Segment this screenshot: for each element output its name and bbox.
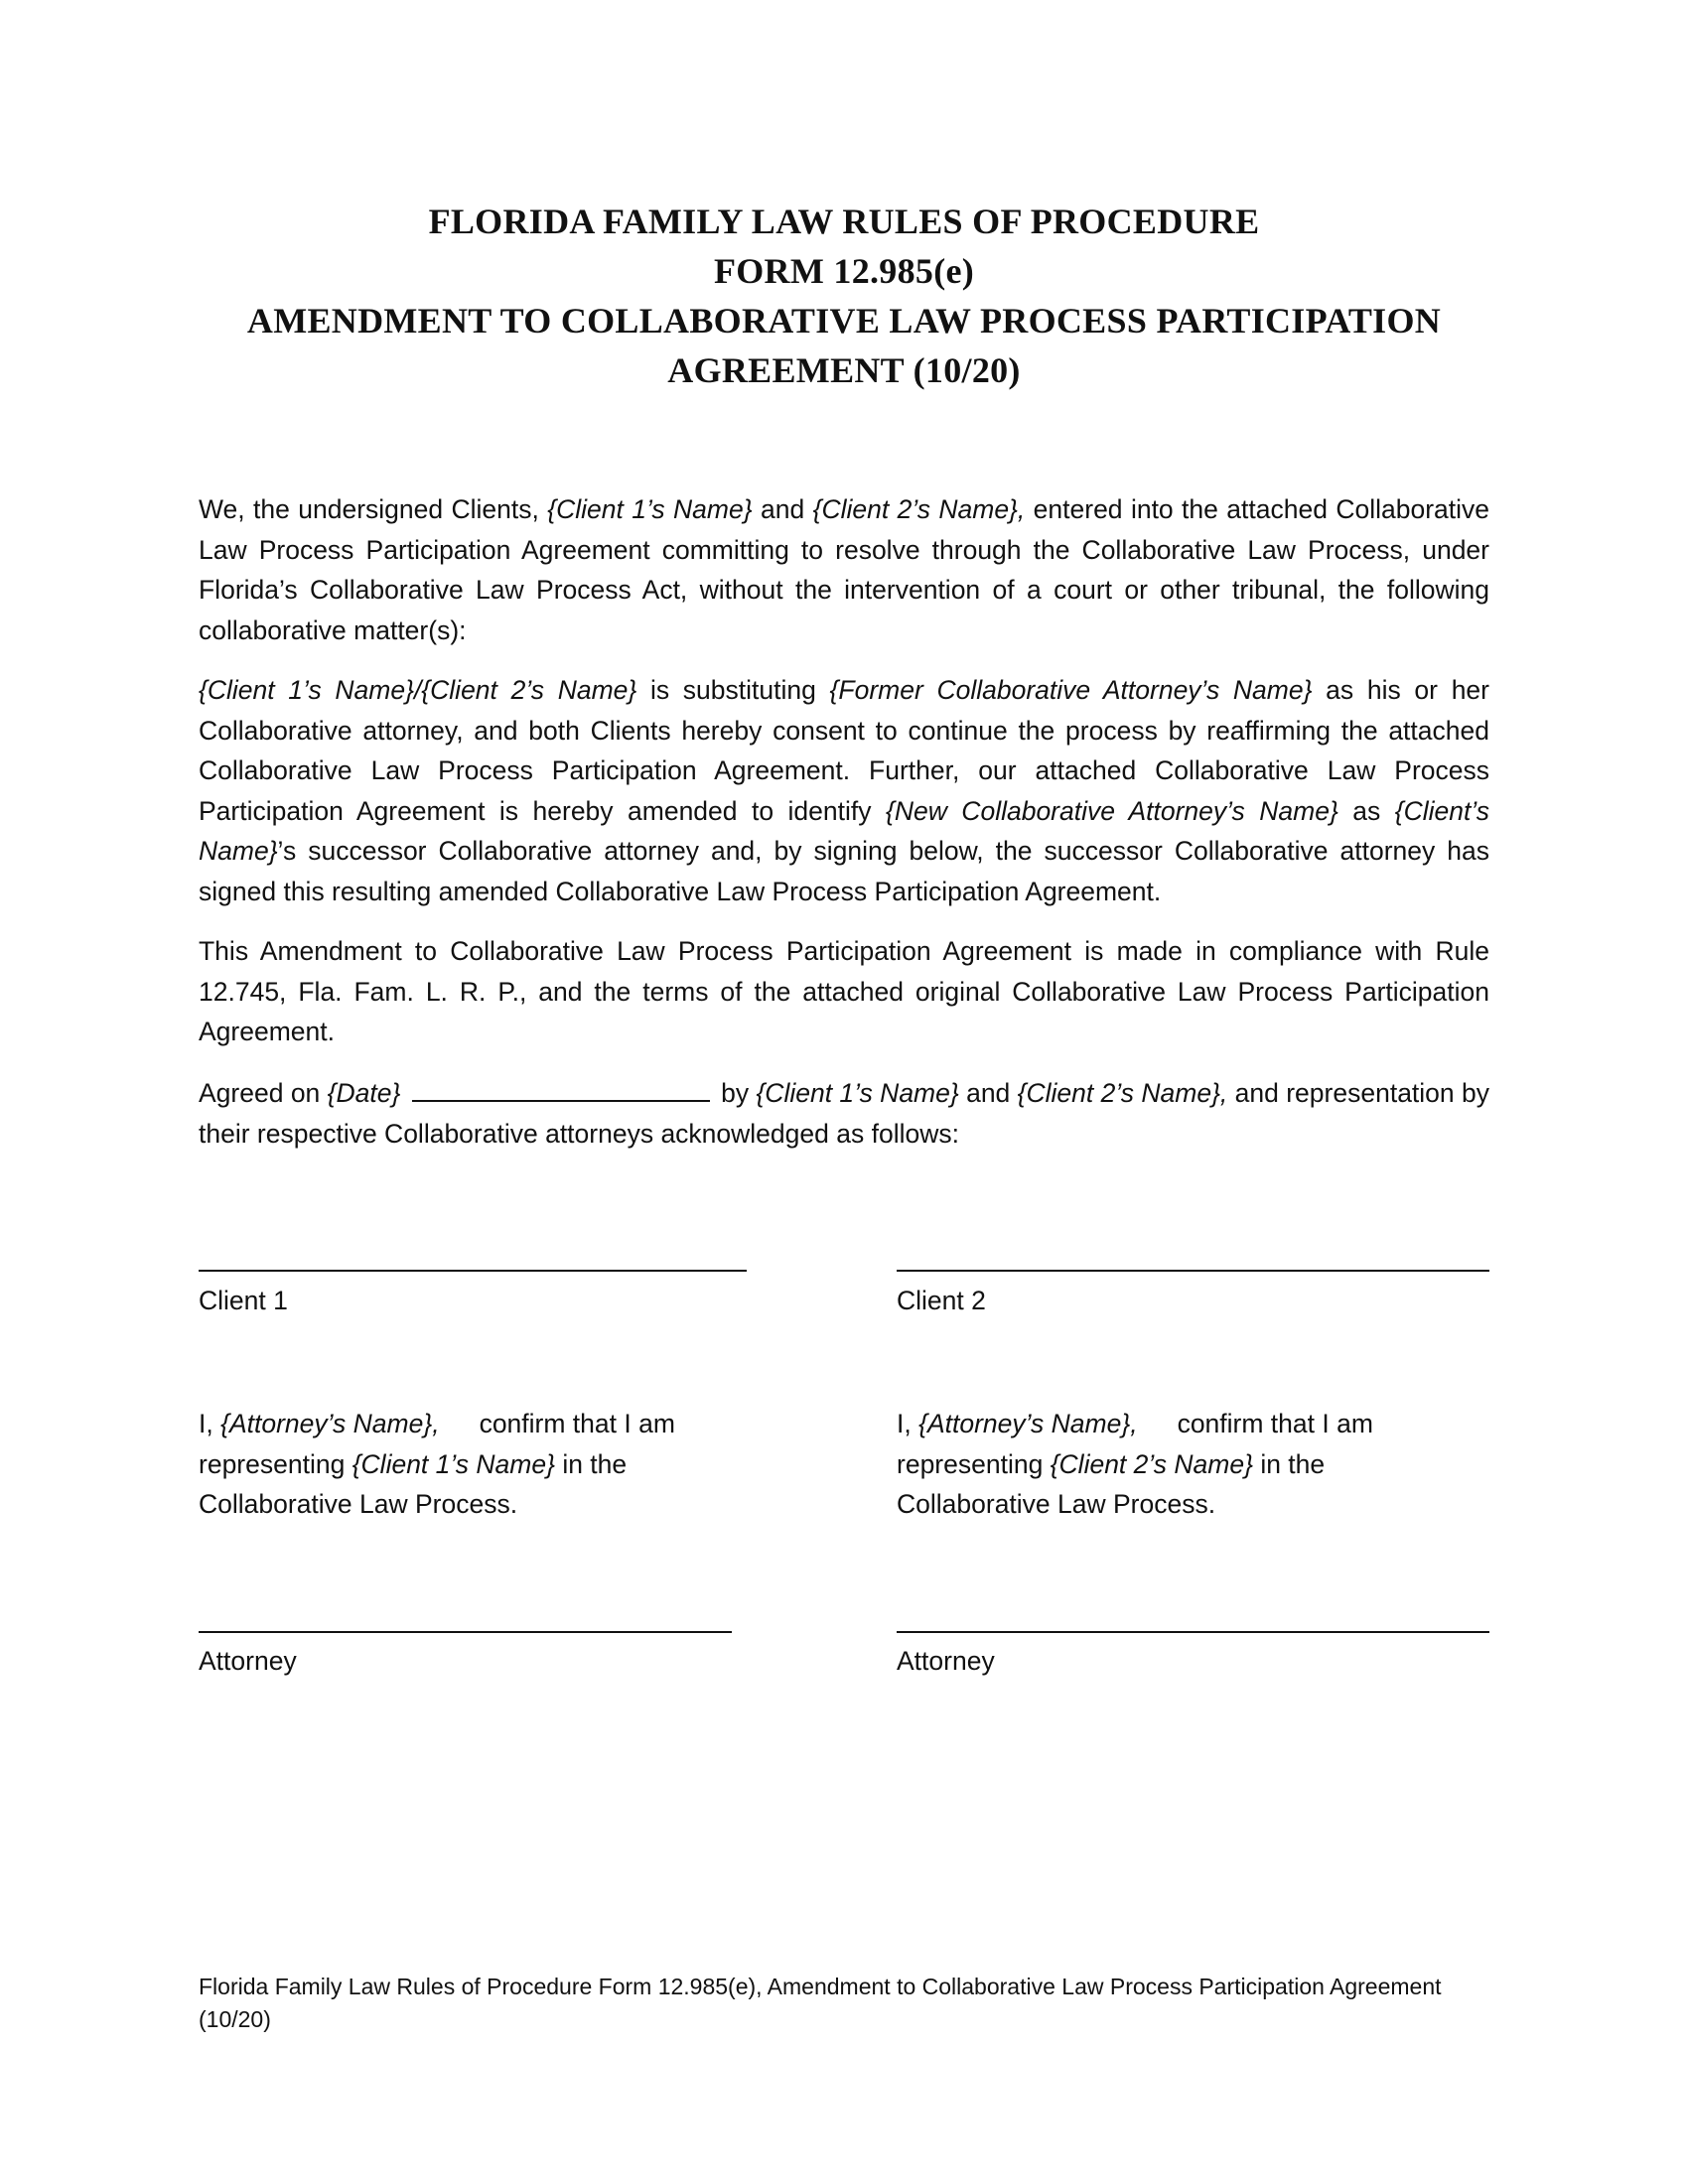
header-form-number: FORM 12.985(e) xyxy=(713,251,975,291)
header-form-title-cont: AGREEMENT (10/20) xyxy=(667,350,1021,390)
attorney1-client-placeholder: {Client 1’s Name} xyxy=(352,1448,555,1479)
page-footer: Florida Family Law Rules of Procedure Form 12.985(e), Amendment to Collaborative Law Process Participation Agreement (10/20) xyxy=(199,1974,1442,2032)
client1-name-placeholder: {Client 1’s Name} xyxy=(547,494,753,524)
client1-name-placeholder: {Client 1’s Name} xyxy=(756,1078,959,1108)
attorney2-signature-label: Attorney xyxy=(897,1646,995,1676)
client1-signature-label: Client 1 xyxy=(199,1286,288,1315)
date-blank-line[interactable] xyxy=(412,1072,710,1102)
client2-name-placeholder: {Client 2’s Name}, xyxy=(812,494,1026,524)
paragraph-agreed-on: Agreed on {Date} by {Client 1’s Name} and {Client 2’s Name}, and representation by their respective Collaborative attorneys acknowledged as follows: xyxy=(199,1072,1489,1154)
attorney2-client-placeholder: {Client 2’s Name} xyxy=(1050,1448,1253,1479)
paragraph-attorney-substitution: {Client 1’s Name}/{Client 2’s Name} is substituting {Former Collaborative Attorney’s Name} as his or her Collaborative attorney, and both Clients hereby consent to continue the process by reaffirming the attached Collaborative Law Process Participation Agreement. Further, our attached Collaborative Law Process Participation Agreement is hereby amended to identify {New Collaborative Attorney’s Name} as {Client’s Name}’s successor Collaborative attorney and, by signing below, the successor Collaborative attorney has signed this resulting amended Collaborative Law Process Participation Agreement. xyxy=(199,675,1489,906)
new-attorney-placeholder: {New Collaborative Attorney’s Name} xyxy=(885,795,1338,826)
attorney2-confirmation: I, {Attorney’s Name}, confirm that I am representing {Client 2’s Name} in the Collaborative Law Process. xyxy=(897,1409,1373,1519)
client2-signature-label: Client 2 xyxy=(897,1286,986,1315)
former-attorney-placeholder: {Former Collaborative Attorney’s Name} xyxy=(829,675,1313,705)
client-names-placeholder: {Client 1’s Name}/{Client 2’s Name} xyxy=(199,675,637,705)
client1-signature-line[interactable] xyxy=(199,1270,747,1272)
header-form-title: AMENDMENT TO COLLABORATIVE LAW PROCESS PARTICIPATION xyxy=(246,301,1442,341)
client2-name-placeholder: {Client 2’s Name}, xyxy=(1017,1078,1228,1108)
client2-signature-line[interactable] xyxy=(897,1270,1489,1272)
attorney1-signature-label: Attorney xyxy=(199,1646,297,1676)
date-placeholder: {Date} xyxy=(327,1078,401,1108)
paragraph-compliance: This Amendment to Collaborative Law Process Participation Agreement is made in compliance with Rule 12.745, Fla. Fam. L. R. P., and the terms of the attached original Collaborative Law Process Participation Agreement. xyxy=(199,936,1489,1046)
paragraph-clients-agreement: We, the undersigned Clients, {Client 1’s Name} and {Client 2’s Name}, entered into the attached Collaborative Law Process Participation Agreement committing to resolve through the Collaborative Law Process, under Florida’s Collaborative Law Process Act, without the intervention of a court or other tribunal, the following collaborative matter(s): xyxy=(199,494,1490,645)
attorney1-confirmation: I, {Attorney’s Name}, confirm that I am representing {Client 1’s Name} in the Collaborative Law Process. xyxy=(199,1409,675,1519)
attorney2-name-placeholder: {Attorney’s Name}, xyxy=(918,1409,1138,1438)
attorney1-name-placeholder: {Attorney’s Name}, xyxy=(220,1409,440,1438)
attorney2-signature-line[interactable] xyxy=(897,1631,1489,1633)
header-rules-title: FLORIDA FAMILY LAW RULES OF PROCEDURE xyxy=(428,202,1260,241)
client-name-placeholder: {Client’s Name} xyxy=(199,795,1489,866)
attorney1-signature-line[interactable] xyxy=(199,1631,732,1633)
form-header xyxy=(199,197,1489,395)
